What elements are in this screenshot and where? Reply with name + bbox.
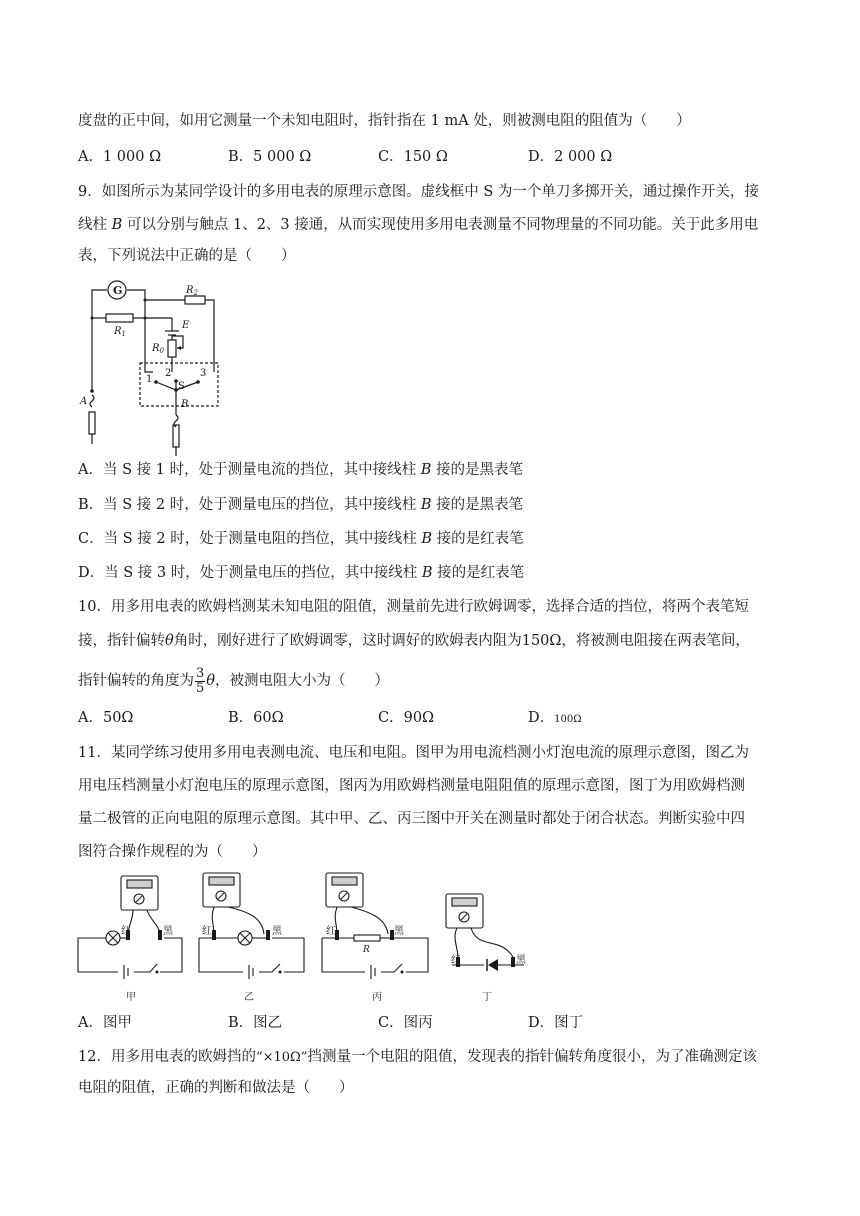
terminal-a-label: A — [80, 396, 88, 407]
q11-stem-line4: 图符合操作规程的为（ ） — [78, 844, 267, 860]
caption-ding: 丁 — [482, 992, 492, 1003]
q10-option-a: A．50Ω — [78, 710, 134, 726]
ding-red-label: 红 — [451, 955, 461, 966]
q9-stem-line1: 9．如图所示为某同学设计的多用电表的原理示意图。虚线框中 S 为一个单刀多掷开关，通过操作开关，接 — [78, 184, 759, 200]
switch-s-label: S — [178, 381, 185, 392]
ding-black-label: 黑 — [516, 955, 526, 966]
q11-option-c: C．图丙 — [378, 1015, 433, 1031]
q10-option-c: C．90Ω — [378, 710, 435, 726]
q11-stem-line2: 用电压档测量小灯泡电压的原理示意图，图丙为用欧姆档测量电阻阻值的原理示意图，图丁为用欧姆档测 — [78, 778, 745, 794]
contact-3-label: 3 — [200, 368, 207, 379]
diagram-bing — [322, 873, 428, 1003]
q11-option-b: B．图乙 — [228, 1015, 283, 1031]
battery-e-label: E — [182, 320, 190, 331]
jia-red-label: 红 — [121, 926, 131, 937]
caption-bing: 丙 — [372, 992, 382, 1003]
diagram-jia — [78, 876, 182, 1003]
q10-stem-line1: 10．用多用电表的欧姆档测某未知电阻的阻值，测量前先进行欧姆调零，选择合适的挡位，将两个表笔短 — [78, 599, 749, 615]
q11-stem-line1: 11．某同学练习使用多用电表测电流、电压和电阻。图甲为用电流档测小灯泡电流的原理示意图，图乙为 — [78, 745, 749, 761]
yi-red-label: 红 — [202, 926, 212, 937]
q9-option-d: D．当 S 接 3 时，处于测量电压的挡位，其中接线柱 B 接的是红表笔 — [78, 565, 525, 581]
q10-option-b: B．60Ω — [228, 710, 284, 726]
q10-stem-line3: 指针偏转的角度为 $\frac{3}{5}$ θ，被测电阻大小为（ ） — [78, 665, 390, 696]
r1-label: $R_1$ — [114, 326, 126, 338]
q8-option-b: B．5 000 Ω — [228, 149, 312, 165]
q9-stem-line3: 表，下列说法中正确的是（ ） — [78, 248, 296, 264]
q10-stem-line2: 接，指针偏转θ角时，刚好进行了欧姆调零，这时调好的欧姆表内阻为150Ω，将被测电阻接在两表笔间， — [78, 633, 750, 649]
q9-option-a: A．当 S 接 1 时，处于测量电流的挡位，其中接线柱 B 接的是黑表笔 — [78, 462, 523, 478]
q10-option-d: D．100Ω — [528, 710, 582, 726]
q8-stem-continued: 度盘的正中间，如用它测量一个未知电阻时，指针指在 1 mA 处，则被测电阻的阻值为（ ） — [78, 113, 691, 129]
q11-option-d: D．图丁 — [528, 1015, 584, 1031]
contact-1-label: 1 — [146, 374, 153, 385]
r2-label: $R_2$ — [186, 285, 198, 297]
bing-black-label: 黑 — [394, 926, 404, 937]
bing-resistor-label: R — [363, 945, 370, 955]
q11-option-a: A．图甲 — [78, 1015, 132, 1031]
fraction-three-fifths: $\frac{3}{5}$ — [196, 665, 205, 696]
jia-black-label: 黑 — [163, 926, 173, 937]
terminal-b-label: B — [181, 399, 189, 410]
q12-stem-line2: 电阻的阻值，正确的判断和做法是（ ） — [78, 1080, 354, 1096]
diagram-ding — [446, 894, 527, 1003]
bing-red-label: 红 — [326, 926, 336, 937]
r0-label: $R_0$ — [152, 343, 164, 355]
galvanometer-label: G — [113, 284, 123, 297]
q9-stem-line2: 线柱 B 可以分别与触点 1、2、3 接通，从而实现使用多用电表测量不同物理量的不同功能。关于此多用电 — [78, 217, 759, 233]
q9-option-c: C．当 S 接 2 时，处于测量电阻的挡位，其中接线柱 B 接的是红表笔 — [78, 531, 524, 547]
q11-stem-line3: 量二极管的正向电阻的原理示意图。其中甲、乙、丙三图中开关在测量时都处于闭合状态。判断实验中四 — [78, 811, 745, 827]
q12-stem-line1: 12．用多用电表的欧姆挡的“×10Ω”挡测量一个电阻的阻值，发现表的指针偏转角度很小，为了准确测定该 — [78, 1049, 757, 1065]
caption-jia: 甲 — [126, 992, 136, 1003]
q8-option-a: A．1 000 Ω — [78, 149, 162, 165]
diagram-yi — [199, 873, 304, 1003]
caption-yi: 乙 — [244, 992, 254, 1003]
contact-2-label: 2 — [165, 368, 172, 379]
q8-option-d: D．2 000 Ω — [528, 149, 613, 165]
q9-option-b: B．当 S 接 2 时，处于测量电压的挡位，其中接线柱 B 接的是黑表笔 — [78, 497, 524, 513]
q8-option-c: C．150 Ω — [378, 149, 448, 165]
yi-black-label: 黑 — [272, 926, 282, 937]
